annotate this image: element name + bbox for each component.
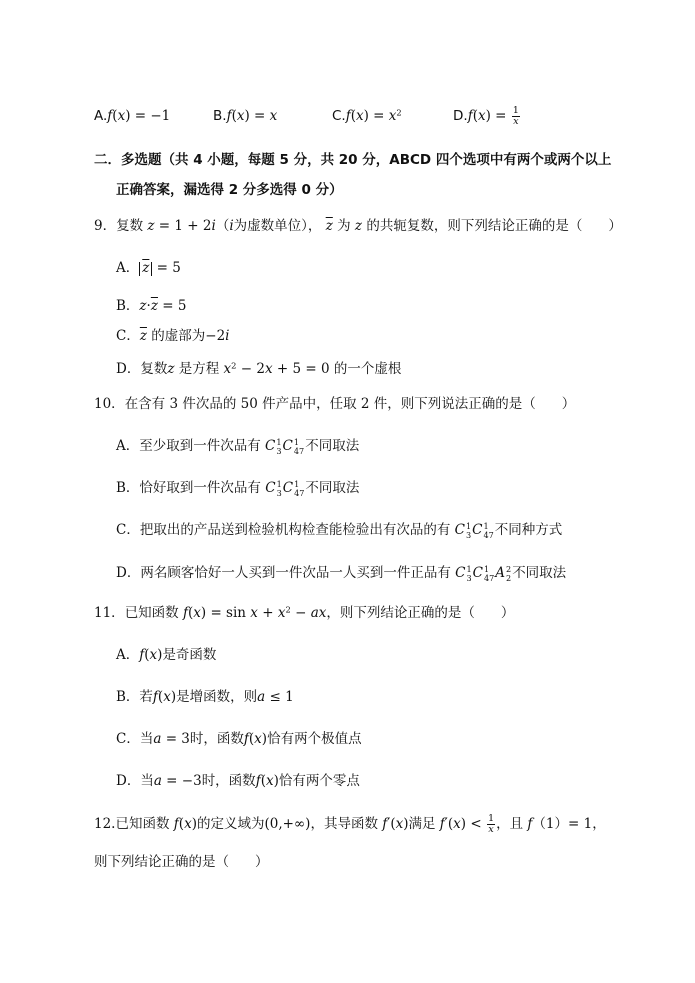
q10-text: 在含有 3 件次品的 50 件产品中，任取 2 件，则下列说法正确的是（ xyxy=(124,396,536,412)
q10-option-c-text: 不同种方式 xyxy=(494,522,563,538)
section-heading-line1: 二．多选题（共 4 小题，每题 5 分，共 20 分，ABCD 四个选项中有两个或两个以上 xyxy=(94,152,612,168)
q12-text: 已知函数 xyxy=(115,816,170,832)
q9-text: ） xyxy=(608,218,622,234)
q12-text: ，且 xyxy=(496,816,524,832)
section-heading-line2: 正确答案，漏选得 2 分多选得 0 分） xyxy=(116,182,343,198)
q10-option-c-text: C．把取出的产品送到检验机构检查能检验出有次品的有 xyxy=(116,522,451,538)
option-c-label: C. xyxy=(332,108,346,124)
q9-option-b-label: B． xyxy=(116,298,140,314)
q10-option-b-text: 不同取法 xyxy=(305,480,360,496)
q10-option-b: B．恰好取到一件次品有 C 1 3 C 1 47 不同取法 xyxy=(116,479,360,498)
q11-option-b-text: B．若 xyxy=(116,689,153,705)
q9-text: 的共轭复数，则下列结论正确的是（ xyxy=(366,218,583,234)
q10-text: ） xyxy=(561,396,576,412)
q10-option-a: A．至少取到一件次品有 C 1 3 C 1 47 不同取法 xyxy=(116,437,360,456)
q9-option-d-text: 的一个虚根 xyxy=(333,361,402,377)
q10-option-b-text: B．恰好取到一件次品有 xyxy=(116,480,261,496)
q11-option-c-text: 恰有两个极值点 xyxy=(267,731,362,747)
q10-stem xyxy=(94,394,575,414)
q10-option-d: D．两名顾客恰好一人买到一件次品一人买到一件正品有 C 1 3 C 1 47 A 2 2 不同取法 xyxy=(116,564,567,583)
q11-option-a-text: 是奇函数 xyxy=(162,647,217,663)
q9-option-a-value: = 5 xyxy=(156,260,181,276)
q9-option-a-label: A． xyxy=(116,260,140,276)
q10-option-d-text: 不同取法 xyxy=(512,565,567,581)
q11-number: 11． xyxy=(94,605,125,621)
q10-option-d-text: D．两名顾客恰好一人买到一件次品一人买到一件正品有 xyxy=(116,565,451,581)
q11-option-a-label: A． xyxy=(116,647,140,663)
q11-option-c-text: 时，函数 xyxy=(189,731,244,747)
q9-option-b-value: = 5 xyxy=(162,298,187,314)
q12-number: 12. xyxy=(94,816,116,832)
q9-option-c: C．$\overline{z}$ 的虚部为−2i xyxy=(116,328,230,344)
option-a: A.f(x) = −1 xyxy=(94,108,171,124)
q8-options-row xyxy=(94,106,534,130)
q9-text: 复数 xyxy=(116,218,144,234)
q9-text: 为虚数单位）， xyxy=(233,218,322,234)
q9-text: 为 xyxy=(337,218,351,234)
q9-stem: 9．复数 z = 1 + 2i（i为虚数单位）， $\overline{z}$ 为 z 的共轭复数，则下列结论正确的是（ ） xyxy=(94,218,622,234)
q12-text: （1）= 1， xyxy=(532,816,606,832)
q11-option-b: B．若f(x)是增函数，则a ≤ 1 xyxy=(116,689,294,705)
q11-option-d-text: 时，函数 xyxy=(201,773,256,789)
option-b-label: B. xyxy=(213,108,227,124)
q11-option-d: D．当a = −3时，函数f(x)恰有两个零点 xyxy=(116,773,360,789)
q10-option-a-text: A．至少取到一件次品有 xyxy=(116,438,261,454)
option-a-label: A. xyxy=(94,108,108,124)
q9-option-b: B．$z\cdot\overline{z} = 5$ xyxy=(116,298,187,314)
q9-option-d: D．复数z 是方程 $x^2 - 2x + 5 = 0$ 的一个虚根 xyxy=(116,360,402,377)
q12-text: 的定义域为 xyxy=(196,816,265,832)
q11-text: 已知函数 xyxy=(124,605,179,621)
q9-option-c-label: C． xyxy=(116,328,140,344)
q9-number: 9． xyxy=(94,218,117,234)
q11-option-a: A．f(x)是奇函数 xyxy=(116,647,217,663)
q10-option-a-text: 不同取法 xyxy=(305,438,360,454)
q11-option-c: C．当a = 3时，函数f(x)恰有两个极值点 xyxy=(116,731,362,747)
q12-text: ，其导函数 xyxy=(310,816,378,832)
q9-option-a: A． $\overline{z} = 5$ xyxy=(116,260,181,276)
q11-option-c-text: C．当 xyxy=(116,731,154,747)
q9-option-d-text: 是方程 xyxy=(178,361,220,377)
q9-option-c-text: 的虚部为 xyxy=(151,328,206,344)
option-c: $C.f(x) = x^2$ xyxy=(332,107,402,124)
q9-option-d-text: 复数 xyxy=(140,361,168,377)
q10-number: 10． xyxy=(94,396,125,412)
q11-text: ，则下列结论正确的是（ xyxy=(326,605,475,621)
q12-text: ） xyxy=(255,854,269,870)
q12-stem: 12.已知函数 f(x)的定义域为(0,+∞)，其导函数 f′(x)满足 f′(x) < $\frac{1}{x}$ ，且 f（1）= 1， xyxy=(94,813,606,835)
option-b: B.f(x) = x xyxy=(213,108,278,124)
q12-text: 则下列结论正确的是（ xyxy=(94,854,229,870)
q11-option-d-text: D．当 xyxy=(116,773,154,789)
q11-text: ） xyxy=(500,605,515,621)
option-d: D.f(x) = $\frac{1}{x}$ xyxy=(453,105,519,127)
q12-text: 满足 xyxy=(408,816,436,832)
q9-option-d-label: D． xyxy=(116,361,141,377)
q12-stem-line2 xyxy=(94,852,269,872)
q9-text: （ xyxy=(215,218,230,234)
q11-stem: 11．已知函数 $f(x) = \sin x + x^2$ − ax，则下列结论正确的是（ ） xyxy=(94,604,515,621)
option-d-label: D. xyxy=(453,108,468,124)
q10-option-c: C．把取出的产品送到检验机构检查能检验出有次品的有 C 1 3 C 1 47 不同种方式 xyxy=(116,521,563,540)
q11-option-b-text: 是增函数，则 xyxy=(176,689,258,705)
q11-option-d-text: 恰有两个零点 xyxy=(278,773,360,789)
